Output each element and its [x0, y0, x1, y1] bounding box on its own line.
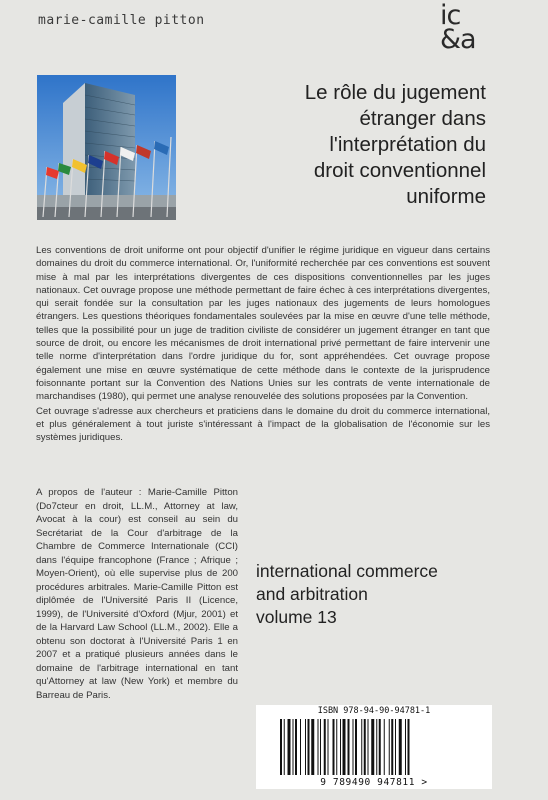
- barcode-bar: [408, 719, 410, 775]
- logo-line-1: ic: [440, 0, 461, 31]
- barcode-bar: [364, 719, 366, 775]
- barcode-bar: [389, 719, 390, 775]
- barcode-bar: [328, 719, 329, 775]
- barcode-bar: [318, 719, 319, 775]
- abstract-paragraph: Cet ouvrage s'adresse aux chercheurs et praticiens dans le domaine du droit du commerce international, et plus généralement à tout juriste s'intéressant à l'impact de la globalisation de l'économie sur les systèmes juridiques.: [36, 405, 490, 444]
- cover-photo: [37, 75, 176, 220]
- title-line: étranger dans: [359, 107, 486, 130]
- book-title: [246, 80, 486, 210]
- barcode-bar: [391, 719, 393, 775]
- book-abstract: [36, 244, 490, 445]
- barcode-bar: [371, 719, 374, 775]
- series-title: [256, 560, 438, 629]
- barcode-bar: [280, 719, 282, 775]
- publisher-logo: [440, 0, 476, 55]
- barcode-bar: [399, 719, 402, 775]
- barcode-bar: [379, 719, 381, 775]
- barcode-bar: [343, 719, 346, 775]
- title-line: l'interprétation du: [329, 133, 486, 156]
- barcode-bar: [308, 719, 310, 775]
- barcode-bar: [295, 719, 297, 775]
- barcode-bar: [324, 719, 326, 775]
- title-line: Le rôle du jugement: [304, 81, 486, 104]
- un-building-image: [37, 75, 176, 220]
- barcode-bar: [355, 719, 357, 775]
- series-volume: volume 13: [256, 607, 337, 627]
- barcode-area: [256, 705, 492, 789]
- about-author: A propos de l'auteur : Marie-Camille Pitton (Do7cteur en droit, LL.M., Attorney at law, Avocat à la cour) est conseil au sein du Secrétariat de la Cour d'arbitrage de la Chambre de Commerce Internationale (CCI) dans l'équipe francophone (France ; Afrique ; Moyen-Orient), où elle supervise plus de 200 procédures arbitrales. Marie-Camille Pitton est diplômée de l'Université Paris II (Licence, 1999), de l'Université d'Oxford (Mjur, 2001) et de la Harvard Law School (LL.M., 2002). Elle a obtenu son doctorat à l'Université Paris 1 en 2007 et a pratiqué plusieurs années dans le domaine de l'arbitrage international en tant qu'Attorney at law (New York) et membre du Barreau de Paris.: [36, 487, 238, 701]
- title-line: droit conventionnel: [313, 159, 486, 182]
- barcode-bar: [376, 719, 377, 775]
- barcode-bar: [293, 719, 294, 775]
- barcode-bar: [353, 719, 354, 775]
- title-line: uniforme: [406, 185, 486, 208]
- series-line: and arbitration: [256, 584, 368, 604]
- barcode-bar: [384, 719, 385, 775]
- barcode-bar: [405, 719, 406, 775]
- barcode-bar: [284, 719, 285, 775]
- barcode-bar: [340, 719, 341, 775]
- barcode-bar: [395, 719, 396, 775]
- barcode-digits: 9 789490 947811 >: [320, 777, 428, 788]
- author-name: marie-camille pitton: [38, 13, 205, 28]
- abstract-paragraph: Les conventions de droit uniforme ont pour objectif d'unifier le régime juridique en vigueur dans certains domaines du droit du commerce international. Or, l'uniformité recherchée par ces conventions est souvent mise à mal par les interprétations divergentes de ces dispositions conventionnelles par les juges nationaux. Cet ouvrage propose une méthode permettant de faire échec à ces interprétations divergentes, qui serait fondée sur la consultation par les juges nationaux des jugements de leurs homologues étrangers. Les questions théoriques fondamentales soulevées par la mise en œuvre d'une telle méthode, telles que la possibilité pour un juge de tradition civiliste de considérer un jugement étranger en tant que source de droit, ou encore les mécanismes de droit international privé permettant de faire intervenir une telle norme d'interprétation dans l'ordre juridique du for, sont appréhendées. Cet ouvrage propose également une mise en œuvre systématique de cette méthode dans le contexte de la jurisprudence foisonnante portant sur la Convention des Nations Unies sur les contrats de vente internationale de marchandises (1980), qui permet une analyse renouvelée des solutions proposées par la Convention.: [36, 245, 490, 403]
- barcode-bar: [333, 719, 335, 775]
- barcode-bar: [336, 719, 337, 775]
- logo-line-2: &a: [440, 24, 476, 55]
- series-line: international commerce: [256, 561, 438, 581]
- isbn-text: ISBN 978-94-90-94781-1: [317, 706, 431, 716]
- barcode-bar: [288, 719, 291, 775]
- barcode-bar: [300, 719, 301, 775]
- barcode-bar: [348, 719, 350, 775]
- barcode-bar: [368, 719, 369, 775]
- barcode-bar: [320, 719, 321, 775]
- barcode-bar: [361, 719, 362, 775]
- barcode-bar: [305, 719, 306, 775]
- barcode-bar: [311, 719, 314, 775]
